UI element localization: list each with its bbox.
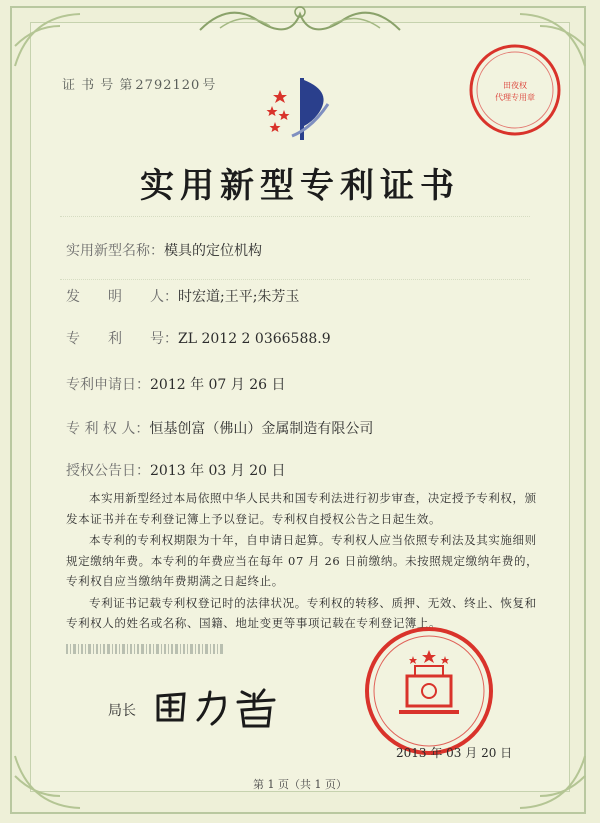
- watermark-line: [60, 279, 530, 280]
- ornament-corner-bottom-left: [10, 716, 130, 816]
- watermark-line: [60, 216, 530, 217]
- field-label: 授权公告日：: [66, 463, 150, 479]
- agency-seal: [465, 40, 565, 140]
- field-value: 时宏道;王平;朱芳玉: [178, 289, 300, 305]
- field-value: ZL 2012 2 0366588.9: [178, 331, 331, 347]
- director-signature: [150, 680, 300, 730]
- director-label: 局长: [108, 703, 136, 719]
- page-footer: 第 1 页（共 1 页）: [253, 778, 347, 791]
- field-value: 模具的定位机构: [164, 243, 262, 259]
- field-patentee: [66, 418, 373, 438]
- body-paragraph-1: 本实用新型经过本局依照中华人民共和国专利法进行初步审查，决定授予专利权，颁发本证书并在专利登记簿上予以登记。专利权自授权公告之日起生效。: [66, 491, 537, 526]
- field-label: 专利申请日：: [66, 377, 150, 393]
- field-value: 2012 年 07 月 26 日: [150, 377, 286, 393]
- bureau-seal: [362, 624, 496, 758]
- field-label: 专 利 权 人：: [66, 421, 150, 437]
- field-label: 发 明 人：: [66, 289, 178, 305]
- body-paragraph-2: 本专利的专利权期限为十年，自申请日起算。专利权人应当依照专利法及其实施细则规定缴纳年费。本专利的年费应当在每年 07 月 26 日前缴纳。未按照规定缴纳年费的，专利权自应当缴纳年费期满之日起终止。: [66, 533, 539, 588]
- field-inventor: [66, 286, 299, 306]
- barcode-strip: [66, 642, 226, 656]
- certificate-number-suffix: 号: [202, 78, 217, 93]
- field-filing-date: [66, 374, 286, 394]
- field-value: 恒基创富（佛山）金属制造有限公司: [149, 421, 374, 437]
- certificate-number: [62, 74, 218, 93]
- field-patent-number: [66, 328, 331, 348]
- field-label: 实用新型名称：: [66, 243, 164, 259]
- certificate-number-value: 2792120: [135, 78, 201, 93]
- agency-seal-inner-text-2: 代理专用章: [495, 93, 535, 102]
- body-paragraph-3: 专利证书记载专利权登记时的法律状况。专利权的转移、质押、无效、终止、恢复和专利权人的姓名或名称、国籍、地址变更等事项记载在专利登记簿上。: [66, 595, 537, 630]
- field-utility-model-name: [66, 240, 262, 260]
- field-value: 2013 年 03 月 20 日: [150, 463, 286, 479]
- certificate-body: [66, 488, 540, 635]
- certificate-number-label: 证 书 号 第: [62, 78, 134, 93]
- certificate-title: 实用新型专利证书: [140, 166, 460, 206]
- ornament-top: [190, 0, 410, 40]
- seal-date: 2013 年 03 月 20 日: [396, 746, 513, 760]
- field-grant-date: [66, 460, 286, 480]
- sipo-logo-icon: [262, 70, 342, 150]
- agency-seal-inner-text-1: 田夜权: [503, 81, 527, 90]
- field-label: 专 利 号：: [66, 331, 178, 347]
